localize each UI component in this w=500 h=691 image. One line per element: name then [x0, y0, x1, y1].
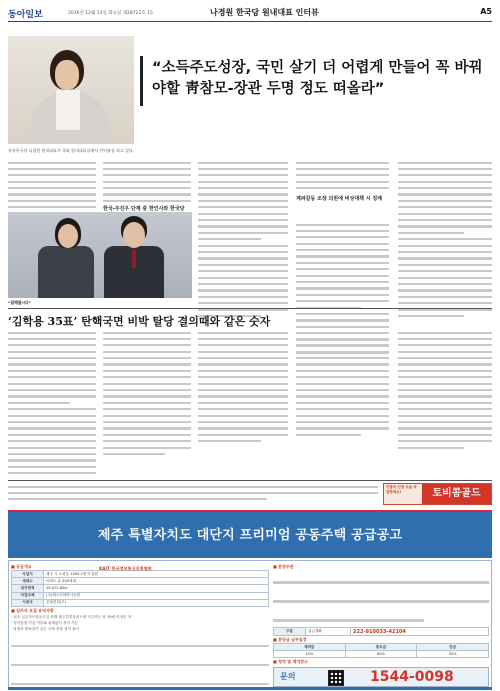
ad-schedule-table: [273, 643, 489, 657]
newspaper-logo: 동아일보: [8, 10, 43, 20]
table-row: 사업주체 (주)제주신화역사공원: [12, 592, 269, 599]
table-row: 대지면적 29,072.80㎡: [12, 585, 269, 592]
banner-ad[interactable]: [383, 483, 492, 505]
interview-photo: [8, 36, 134, 144]
page-number: A5: [480, 7, 492, 16]
phone-number[interactable]: 1544-0098: [370, 669, 454, 685]
meeting-photo: [8, 212, 192, 298]
body-column-2-top: [103, 160, 191, 202]
ad-overview-heading: ■ 공급개요: [11, 564, 32, 569]
table-row: 시공사 롯데건설(주): [12, 599, 269, 606]
ad-sales-heading: ■ 분양주관: [273, 564, 294, 569]
ad-left-panel: [11, 563, 269, 687]
table-row: 구분 입금계좌 222-910033-42104: [274, 628, 489, 636]
housing-ad-body: [8, 560, 492, 688]
banner-ad-slogan: 이달의 신청 오늘 마감하세요!: [384, 484, 422, 504]
table-row: 계약금 중도금 잔금: [274, 644, 489, 651]
photo-caption: 자유한국당 나경원 원내대표가 국회 원내대표실에서 인터뷰를 하고 있다.: [8, 148, 135, 153]
account-number: 222-910033-42104: [351, 628, 489, 636]
ad-org-name: KAIT 한국정보통신진흥협회: [99, 566, 152, 571]
section-title: 나경원 한국당 원내대표 인터뷰: [210, 8, 319, 17]
ad-account-table: [273, 627, 489, 636]
section-heading-1: 한국-주진우 단계 중 한인사와 한국당: [103, 206, 185, 212]
article2-column-1: [8, 330, 96, 476]
article2-headline: ‘김학용 35표’ 탄핵국면 비박 탈당 결의때와 같은 숫자: [8, 315, 271, 328]
issue-date: 2016년 12월 13일 화요일 제28721호 15: [68, 11, 153, 16]
ad-left-filler: [11, 633, 269, 691]
article2-column-4: [296, 330, 389, 476]
ad-place-heading: ■ 청약 및 계약장소: [273, 658, 309, 664]
masthead: [8, 6, 492, 22]
qr-code-icon: [328, 670, 344, 686]
section-heading-2: 계파갈등 조장 의원에 비상대책 시 징계: [296, 196, 382, 202]
article2-column-5: [398, 330, 492, 476]
ad-overview-table: [11, 570, 269, 607]
section-divider: [8, 308, 492, 309]
ad-notice-heading: ■ 입주자 모집 유의사항: [11, 607, 54, 613]
ad-schedule-heading: ■ 분양금 납부일정: [273, 637, 307, 643]
ad-note: · 최초 입주자모집공고일 현재 제주특별자치도에 거주하는 만 19세 이상인 자: [11, 614, 132, 619]
ad-right-filler: [273, 570, 489, 627]
phone-label: 문의: [280, 672, 296, 681]
ad-note: · 청약통장 가입 여부와 관계없이 청약 가능: [11, 620, 79, 625]
housing-ad-header: [8, 510, 492, 558]
ad-phone-box[interactable]: [273, 667, 489, 687]
ad-note: · 당첨자 발표일이 같은 주택 중복 청약 불가: [11, 626, 80, 631]
ad-right-panel: [273, 563, 489, 687]
table-row: 10% 60% 30%: [274, 651, 489, 657]
housing-ad-title: 제주 특별자치도 대단지 프리미엄 공동주택 공급공고: [97, 528, 403, 543]
article2-column-3: [198, 330, 288, 476]
ad-org: [99, 565, 267, 573]
meeting-photo-caption: [8, 300, 192, 305]
ad-divider: [8, 480, 492, 481]
article2-column-2: [103, 330, 191, 476]
table-row: 세대수 아파트 총 300세대: [12, 578, 269, 585]
body-column-4-top: [296, 160, 389, 192]
headline-rule: [140, 56, 143, 106]
ad-text-lines: [8, 484, 378, 506]
table-row: 사업지 제주 시 노형동 1500-1번지 일원: [12, 571, 269, 578]
headline: “소득주도성장, 국민 살기 더 어렵게 만들어 꼭 바꿔야할 靑참모-장관 두명 정도 떠올라”: [152, 60, 483, 97]
ad-footer-bar: [8, 687, 492, 690]
caption-lead: “잘해봅시다”: [8, 300, 32, 305]
banner-ad-brand: 토비콤골드: [422, 484, 491, 504]
